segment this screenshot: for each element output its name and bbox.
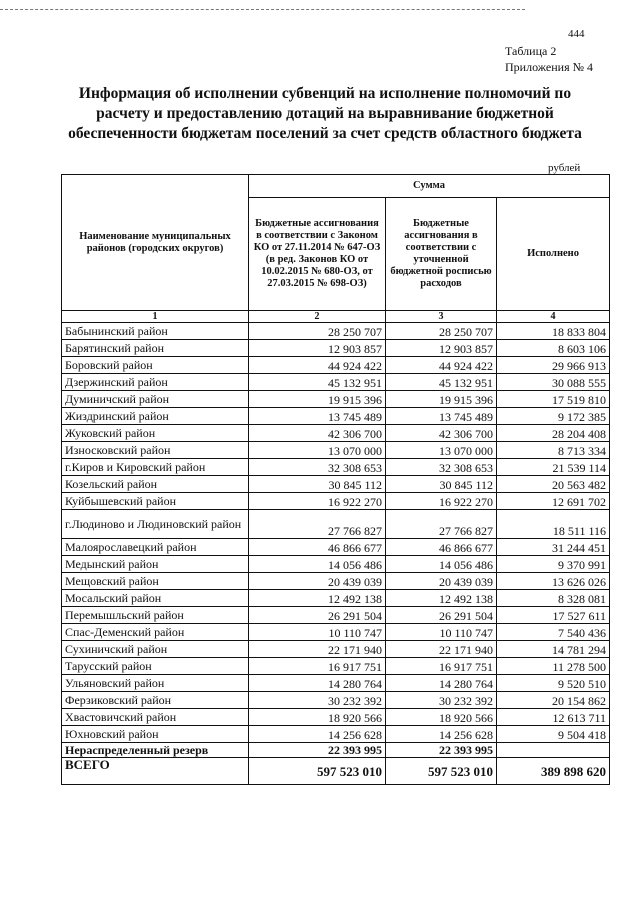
executed-value: 31 244 451 xyxy=(497,539,610,556)
subventions-table xyxy=(61,174,610,785)
executed-value: 12 613 711 xyxy=(497,709,610,726)
executed-value: 9 504 418 xyxy=(497,726,610,743)
executed-value: 9 172 385 xyxy=(497,408,610,425)
table-header xyxy=(62,175,610,323)
header-name: Наименование муниципальных районов (городских округов) xyxy=(62,175,249,311)
table-row xyxy=(62,709,610,726)
table-footer xyxy=(62,743,610,785)
table-row xyxy=(62,539,610,556)
budget-law-value: 10 110 747 xyxy=(249,624,386,641)
executed-value: 8 328 081 xyxy=(497,590,610,607)
table-row xyxy=(62,556,610,573)
table-row xyxy=(62,624,610,641)
budget-refined-value: 12 492 138 xyxy=(386,590,497,607)
budget-refined-value: 18 920 566 xyxy=(386,709,497,726)
district-name: г.Людиново и Людиновский район xyxy=(62,510,249,539)
table-row xyxy=(62,726,610,743)
budget-refined-value: 13 070 000 xyxy=(386,442,497,459)
executed-value: 30 088 555 xyxy=(497,374,610,391)
budget-refined-value: 42 306 700 xyxy=(386,425,497,442)
table-row xyxy=(62,425,610,442)
appendix-label: Приложения № 4 xyxy=(505,60,594,74)
district-name: Мосальский район xyxy=(62,590,249,607)
budget-refined-value: 45 132 951 xyxy=(386,374,497,391)
budget-refined-value: 30 845 112 xyxy=(386,476,497,493)
district-name: Жиздринский район xyxy=(62,408,249,425)
executed-value: 20 563 482 xyxy=(497,476,610,493)
budget-refined-value: 46 866 677 xyxy=(386,539,497,556)
total-budget: 597 523 010 xyxy=(249,758,386,785)
district-name: Тарусский район xyxy=(62,658,249,675)
column-number: 3 xyxy=(386,311,497,323)
executed-value: 18 833 804 xyxy=(497,323,610,340)
budget-refined-value: 19 915 396 xyxy=(386,391,497,408)
table-body xyxy=(62,323,610,743)
district-name: Боровский район xyxy=(62,357,249,374)
budget-law-value: 14 256 628 xyxy=(249,726,386,743)
budget-law-value: 14 280 764 xyxy=(249,675,386,692)
budget-law-value: 26 291 504 xyxy=(249,607,386,624)
budget-law-value: 14 056 486 xyxy=(249,556,386,573)
executed-value: 8 713 334 xyxy=(497,442,610,459)
budget-law-value: 13 070 000 xyxy=(249,442,386,459)
table-row xyxy=(62,675,610,692)
table-row xyxy=(62,323,610,340)
budget-law-value: 20 439 039 xyxy=(249,573,386,590)
budget-refined-value: 10 110 747 xyxy=(386,624,497,641)
header-sum: Сумма xyxy=(249,175,610,198)
executed-value: 18 511 116 xyxy=(497,510,610,539)
district-name: Куйбышевский район xyxy=(62,493,249,510)
table-row xyxy=(62,408,610,425)
column-number: 1 xyxy=(62,311,249,323)
district-name: Сухиничский район xyxy=(62,641,249,658)
district-name: Перемышльский район xyxy=(62,607,249,624)
budget-refined-value: 12 903 857 xyxy=(386,340,497,357)
reserve-refined: 22 393 995 xyxy=(386,743,497,758)
executed-value: 14 781 294 xyxy=(497,641,610,658)
total-name: ВСЕГО xyxy=(62,758,249,785)
executed-value: 21 539 114 xyxy=(497,459,610,476)
budget-law-value: 30 232 392 xyxy=(249,692,386,709)
district-name: Думиничский район xyxy=(62,391,249,408)
district-name: Козельский район xyxy=(62,476,249,493)
executed-value: 17 527 611 xyxy=(497,607,610,624)
reserve-budget: 22 393 995 xyxy=(249,743,386,758)
reserve-executed xyxy=(497,743,610,758)
district-name: Мещовский район xyxy=(62,573,249,590)
district-name: г.Киров и Кировский район xyxy=(62,459,249,476)
budget-refined-value: 30 232 392 xyxy=(386,692,497,709)
table-row xyxy=(62,641,610,658)
budget-law-value: 18 920 566 xyxy=(249,709,386,726)
district-name: Хвастовичский район xyxy=(62,709,249,726)
table-reference xyxy=(505,43,593,75)
budget-refined-value: 44 924 422 xyxy=(386,357,497,374)
budget-refined-value: 13 745 489 xyxy=(386,408,497,425)
table-row xyxy=(62,442,610,459)
executed-value: 11 278 500 xyxy=(497,658,610,675)
table-row xyxy=(62,357,610,374)
budget-refined-value: 16 922 270 xyxy=(386,493,497,510)
table-row xyxy=(62,476,610,493)
table-row xyxy=(62,459,610,476)
budget-refined-value: 14 056 486 xyxy=(386,556,497,573)
table-row xyxy=(62,658,610,675)
table-row xyxy=(62,607,610,624)
budget-refined-value: 14 256 628 xyxy=(386,726,497,743)
table-row xyxy=(62,391,610,408)
budget-refined-value: 28 250 707 xyxy=(386,323,497,340)
executed-value: 20 154 862 xyxy=(497,692,610,709)
executed-value: 9 370 991 xyxy=(497,556,610,573)
budget-law-value: 44 924 422 xyxy=(249,357,386,374)
table-row xyxy=(62,692,610,709)
table-row xyxy=(62,510,610,539)
column-number: 2 xyxy=(249,311,386,323)
table-row xyxy=(62,573,610,590)
table-row xyxy=(62,590,610,607)
header-col4: Исполнено xyxy=(497,198,610,311)
budget-law-value: 16 922 270 xyxy=(249,493,386,510)
units-label: рублей xyxy=(548,162,581,174)
budget-law-value: 12 492 138 xyxy=(249,590,386,607)
reserve-name: Нераспределенный резерв xyxy=(62,743,249,758)
budget-refined-value: 16 917 751 xyxy=(386,658,497,675)
total-row xyxy=(62,758,610,785)
executed-value: 29 966 913 xyxy=(497,357,610,374)
column-number-row xyxy=(62,311,610,323)
budget-law-value: 30 845 112 xyxy=(249,476,386,493)
budget-refined-value: 20 439 039 xyxy=(386,573,497,590)
document-title: Информация об исполнении субвенций на исполнение полномочий по расчету и предоставлению дотаций на выравнивание бюджетной обеспеченности бюджетам поселений за счет средств областного бюджета xyxy=(68,85,582,142)
header-col3: Бюджетные ассигнования в соответствии с уточненной бюджетной росписью расходов xyxy=(386,198,497,311)
budget-refined-value: 32 308 653 xyxy=(386,459,497,476)
budget-refined-value: 22 171 940 xyxy=(386,641,497,658)
executed-value: 12 691 702 xyxy=(497,493,610,510)
budget-refined-value: 27 766 827 xyxy=(386,510,497,539)
budget-law-value: 45 132 951 xyxy=(249,374,386,391)
budget-law-value: 22 171 940 xyxy=(249,641,386,658)
executed-value: 8 603 106 xyxy=(497,340,610,357)
executed-value: 13 626 026 xyxy=(497,573,610,590)
budget-law-value: 16 917 751 xyxy=(249,658,386,675)
budget-law-value: 19 915 396 xyxy=(249,391,386,408)
district-name: Малоярославецкий район xyxy=(62,539,249,556)
table-row xyxy=(62,374,610,391)
budget-law-value: 42 306 700 xyxy=(249,425,386,442)
district-name: Износковский район xyxy=(62,442,249,459)
district-name: Дзержинский район xyxy=(62,374,249,391)
executed-value: 7 540 436 xyxy=(497,624,610,641)
district-name: Медынский район xyxy=(62,556,249,573)
page-number: 444 xyxy=(568,28,585,40)
table-label: Таблица 2 xyxy=(505,44,557,58)
scan-top-border xyxy=(0,9,525,10)
total-refined: 597 523 010 xyxy=(386,758,497,785)
table-row xyxy=(62,493,610,510)
budget-law-value: 13 745 489 xyxy=(249,408,386,425)
district-name: Ульяновский район xyxy=(62,675,249,692)
executed-value: 9 520 510 xyxy=(497,675,610,692)
column-number: 4 xyxy=(497,311,610,323)
executed-value: 28 204 408 xyxy=(497,425,610,442)
reserve-row xyxy=(62,743,610,758)
district-name: Ферзиковский район xyxy=(62,692,249,709)
district-name: Барятинский район xyxy=(62,340,249,357)
executed-value: 17 519 810 xyxy=(497,391,610,408)
budget-law-value: 32 308 653 xyxy=(249,459,386,476)
table-row xyxy=(62,340,610,357)
total-executed: 389 898 620 xyxy=(497,758,610,785)
budget-law-value: 46 866 677 xyxy=(249,539,386,556)
budget-law-value: 12 903 857 xyxy=(249,340,386,357)
district-name: Жуковский район xyxy=(62,425,249,442)
header-col2: Бюджетные ассигнования в соответствии с Законом КО от 27.11.2014 № 647-ОЗ (в ред. Законов КО от 10.02.2015 № 680-ОЗ, от 27.03.2015 № 698-ОЗ) xyxy=(249,198,386,311)
district-name: Спас-Деменский район xyxy=(62,624,249,641)
budget-law-value: 28 250 707 xyxy=(249,323,386,340)
district-name: Бабынинский район xyxy=(62,323,249,340)
budget-refined-value: 26 291 504 xyxy=(386,607,497,624)
budget-law-value: 27 766 827 xyxy=(249,510,386,539)
budget-refined-value: 14 280 764 xyxy=(386,675,497,692)
district-name: Юхновский район xyxy=(62,726,249,743)
